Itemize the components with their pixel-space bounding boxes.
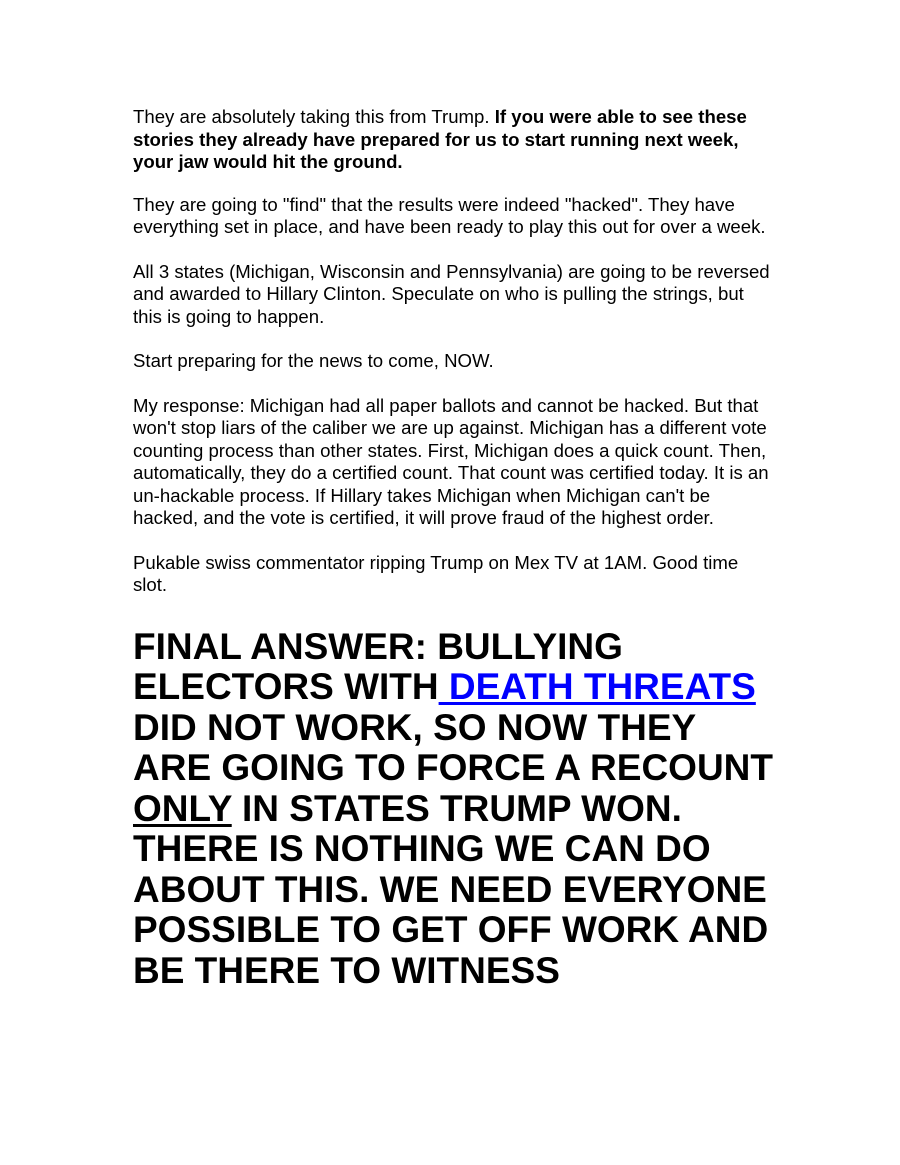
headline-part-3: IN STATES TRUMP WON. THERE IS NOTHING WE CAN DO ABOUT THIS. WE NEED EVERYONE POSSIBLE TO GET OFF WORK AND BE THERE TO WITNESS — [133, 787, 769, 991]
headline — [133, 627, 773, 992]
headline-part-2: DID NOT WORK, SO NOW THEY ARE GOING TO FORCE A RECOUNT — [133, 706, 773, 788]
paragraph-5: My response: Michigan had all paper ballots and cannot be hacked. But that won't stop liars of the caliber we are up against. Michigan has a different vote counting process than other states. First, Michigan does a quick count. Then, automatically, they do a certified count. That count was certified today. It is an un-hackable process. If Hillary takes Michigan when Michigan can't be hacked, and the vote is certified, it will prove fraud of the highest order. — [133, 394, 769, 528]
paragraph-1-normal: They are absolutely taking this from Trump. — [133, 106, 495, 127]
headline-part-1: FINAL ANSWER: BULLYING ELECTORS WITH — [133, 625, 623, 707]
paragraph-6: Pukable swiss commentator ripping Trump on Mex TV at 1AM. Good time slot. — [133, 551, 739, 595]
paragraph-3: All 3 states (Michigan, Wisconsin and Pennsylvania) are going to be reversed and awarded to Hillary Clinton. Speculate on who is pulling the strings, but this is going to happen. — [133, 260, 770, 327]
death-threats-link[interactable]: DEATH THREATS — [438, 666, 756, 707]
paragraph-4: Start preparing for the news to come, NOW. — [133, 350, 494, 371]
paragraph-2: They are going to "find" that the results were indeed "hacked". They have everything set in place, and have been ready to play this out for over a week. — [133, 193, 766, 237]
document-page — [133, 106, 773, 991]
paragraph-1 — [133, 106, 773, 174]
headline-underlined-only: ONLY — [133, 787, 232, 829]
paragraph-1-bold: If you were able to see these stories they already have prepared for us to start running next week, your jaw would hit the ground. — [133, 106, 747, 172]
